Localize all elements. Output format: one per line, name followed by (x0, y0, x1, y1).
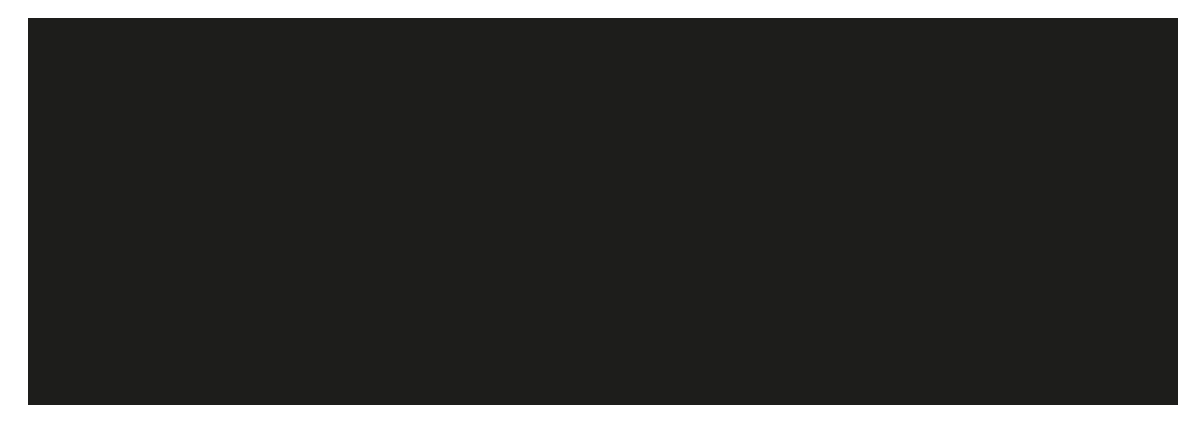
blank-screen[interactable] (28, 18, 1178, 405)
